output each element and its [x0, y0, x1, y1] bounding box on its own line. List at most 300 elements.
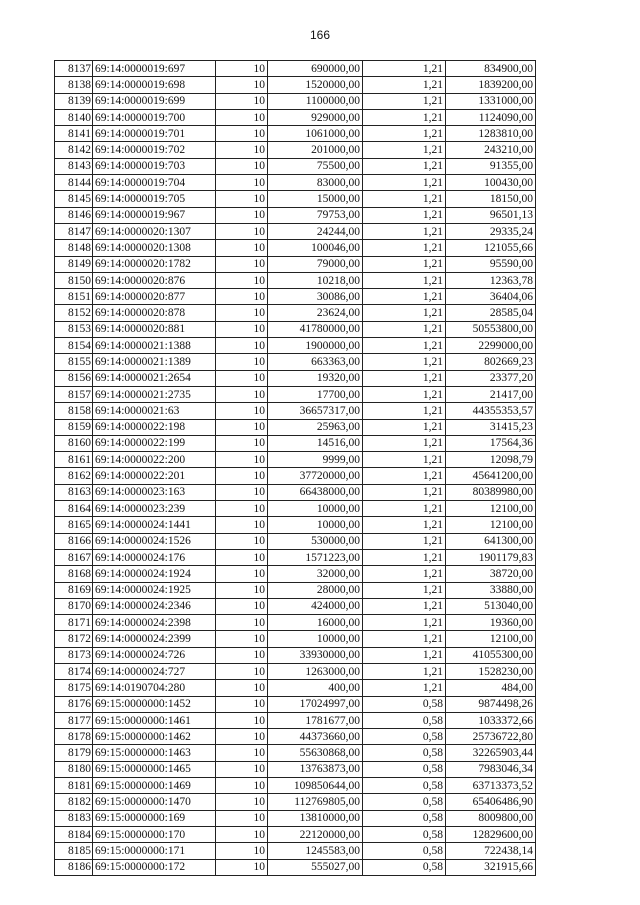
cadastral-number-cell: 69:14:0000019:704 — [93, 175, 216, 191]
table-row — [55, 859, 536, 875]
cadastral-value-cell: 28000,00 — [268, 582, 363, 598]
rate-cell: 10 — [216, 810, 268, 826]
table-row — [55, 517, 536, 533]
result-value-cell: 18150,00 — [446, 191, 536, 207]
table-row — [55, 696, 536, 712]
table-row — [55, 93, 536, 109]
row-number-cell: 8169 — [55, 582, 93, 598]
table-row — [55, 289, 536, 305]
cadastral-value-cell: 13810000,00 — [268, 810, 363, 826]
rate-cell: 10 — [216, 256, 268, 272]
cadastral-number-cell: 69:14:0000024:176 — [93, 549, 216, 565]
cadastral-value-cell: 424000,00 — [268, 598, 363, 614]
row-number-cell: 8184 — [55, 826, 93, 842]
rate-cell: 10 — [216, 549, 268, 565]
row-number-cell: 8162 — [55, 468, 93, 484]
result-value-cell: 7983046,34 — [446, 761, 536, 777]
cadastral-value-cell: 24244,00 — [268, 223, 363, 239]
table-row — [55, 272, 536, 288]
table-row — [55, 501, 536, 517]
result-value-cell: 65406486,90 — [446, 794, 536, 810]
cadastral-value-cell: 9999,00 — [268, 452, 363, 468]
result-value-cell: 722438,14 — [446, 843, 536, 859]
cadastral-number-cell: 69:14:0000024:2398 — [93, 615, 216, 631]
row-number-cell: 8148 — [55, 240, 93, 256]
table-row — [55, 843, 536, 859]
row-number-cell: 8154 — [55, 338, 93, 354]
result-value-cell: 31415,23 — [446, 419, 536, 435]
row-number-cell: 8157 — [55, 386, 93, 402]
cadastral-value-cell: 16000,00 — [268, 615, 363, 631]
coefficient-cell: 1,21 — [363, 109, 446, 125]
result-value-cell: 1283810,00 — [446, 126, 536, 142]
rate-cell: 10 — [216, 175, 268, 191]
row-number-cell: 8181 — [55, 778, 93, 794]
cadastral-value-cell: 400,00 — [268, 680, 363, 696]
result-value-cell: 321915,66 — [446, 859, 536, 875]
rate-cell: 10 — [216, 240, 268, 256]
row-number-cell: 8168 — [55, 566, 93, 582]
table-row — [55, 794, 536, 810]
table-row — [55, 321, 536, 337]
table-row — [55, 468, 536, 484]
rate-cell: 10 — [216, 223, 268, 239]
coefficient-cell: 1,21 — [363, 582, 446, 598]
coefficient-cell: 1,21 — [363, 61, 446, 77]
rate-cell: 10 — [216, 272, 268, 288]
rate-cell: 10 — [216, 598, 268, 614]
rate-cell: 10 — [216, 354, 268, 370]
cadastral-value-cell: 201000,00 — [268, 142, 363, 158]
coefficient-cell: 1,21 — [363, 647, 446, 663]
cadastral-value-cell: 41780000,00 — [268, 321, 363, 337]
cadastral-value-cell: 75500,00 — [268, 158, 363, 174]
coefficient-cell: 1,21 — [363, 158, 446, 174]
coefficient-cell: 1,21 — [363, 370, 446, 386]
coefficient-cell: 1,21 — [363, 175, 446, 191]
rate-cell: 10 — [216, 761, 268, 777]
cadastral-number-cell: 69:14:0000024:726 — [93, 647, 216, 663]
table-row — [55, 566, 536, 582]
row-number-cell: 8182 — [55, 794, 93, 810]
table-row — [55, 175, 536, 191]
table-row — [55, 647, 536, 663]
result-value-cell: 33880,00 — [446, 582, 536, 598]
page-number: 166 — [309, 28, 331, 42]
rate-cell: 10 — [216, 631, 268, 647]
cadastral-value-cell: 32000,00 — [268, 566, 363, 582]
result-value-cell: 1839200,00 — [446, 77, 536, 93]
coefficient-cell: 1,21 — [363, 93, 446, 109]
result-value-cell: 91355,00 — [446, 158, 536, 174]
rate-cell: 10 — [216, 712, 268, 728]
rate-cell: 10 — [216, 696, 268, 712]
result-value-cell: 802669,23 — [446, 354, 536, 370]
table-row — [55, 109, 536, 125]
table-body — [55, 61, 536, 876]
cadastral-value-cell: 10000,00 — [268, 631, 363, 647]
coefficient-cell: 0,58 — [363, 712, 446, 728]
result-value-cell: 641300,00 — [446, 533, 536, 549]
result-value-cell: 38720,00 — [446, 566, 536, 582]
row-number-cell: 8142 — [55, 142, 93, 158]
rate-cell: 10 — [216, 452, 268, 468]
rate-cell: 10 — [216, 729, 268, 745]
cadastral-number-cell: 69:14:0000024:727 — [93, 663, 216, 679]
table-row — [55, 223, 536, 239]
result-value-cell: 9874498,26 — [446, 696, 536, 712]
cadastral-value-cell: 1061000,00 — [268, 126, 363, 142]
cadastral-number-cell: 69:14:0000019:698 — [93, 77, 216, 93]
rate-cell: 10 — [216, 582, 268, 598]
cadastral-number-cell: 69:15:0000000:172 — [93, 859, 216, 875]
cadastral-value-cell: 17024997,00 — [268, 696, 363, 712]
cadastral-number-cell: 69:14:0000020:878 — [93, 305, 216, 321]
table-row — [55, 549, 536, 565]
cadastral-number-cell: 69:14:0000024:2346 — [93, 598, 216, 614]
table-row — [55, 810, 536, 826]
cadastral-number-cell: 69:14:0000023:163 — [93, 484, 216, 500]
cadastral-value-cell: 10000,00 — [268, 501, 363, 517]
row-number-cell: 8165 — [55, 517, 93, 533]
table-row — [55, 191, 536, 207]
row-number-cell: 8156 — [55, 370, 93, 386]
cadastral-value-cell: 19320,00 — [268, 370, 363, 386]
table-row — [55, 370, 536, 386]
row-number-cell: 8144 — [55, 175, 93, 191]
row-number-cell: 8155 — [55, 354, 93, 370]
cadastral-number-cell: 69:15:0000000:1452 — [93, 696, 216, 712]
result-value-cell: 8009800,00 — [446, 810, 536, 826]
row-number-cell: 8171 — [55, 615, 93, 631]
result-value-cell: 100430,00 — [446, 175, 536, 191]
result-value-cell: 44355353,57 — [446, 403, 536, 419]
rate-cell: 10 — [216, 501, 268, 517]
cadastral-value-cell: 530000,00 — [268, 533, 363, 549]
rate-cell: 10 — [216, 843, 268, 859]
row-number-cell: 8163 — [55, 484, 93, 500]
cadastral-number-cell: 69:14:0000021:2654 — [93, 370, 216, 386]
cadastral-number-cell: 69:14:0000021:2735 — [93, 386, 216, 402]
cadastral-number-cell: 69:14:0000019:967 — [93, 207, 216, 223]
cadastral-value-cell: 13763873,00 — [268, 761, 363, 777]
cadastral-value-cell: 23624,00 — [268, 305, 363, 321]
rate-cell: 10 — [216, 289, 268, 305]
result-value-cell: 484,00 — [446, 680, 536, 696]
coefficient-cell: 1,21 — [363, 142, 446, 158]
cadastral-value-cell: 663363,00 — [268, 354, 363, 370]
cadastral-number-cell: 69:14:0000021:63 — [93, 403, 216, 419]
result-value-cell: 1528230,00 — [446, 663, 536, 679]
table-row — [55, 403, 536, 419]
cadastral-value-cell: 14516,00 — [268, 435, 363, 451]
row-number-cell: 8137 — [55, 61, 93, 77]
table-row — [55, 745, 536, 761]
coefficient-cell: 1,21 — [363, 240, 446, 256]
table-row — [55, 631, 536, 647]
table-row — [55, 680, 536, 696]
cadastral-number-cell: 69:15:0000000:1465 — [93, 761, 216, 777]
table-row — [55, 484, 536, 500]
coefficient-cell: 1,21 — [363, 566, 446, 582]
row-number-cell: 8152 — [55, 305, 93, 321]
cadastral-number-cell: 69:14:0000024:2399 — [93, 631, 216, 647]
cadastral-number-cell: 69:14:0000024:1924 — [93, 566, 216, 582]
coefficient-cell: 0,58 — [363, 843, 446, 859]
row-number-cell: 8183 — [55, 810, 93, 826]
rate-cell: 10 — [216, 566, 268, 582]
cadastral-number-cell: 69:14:0000019:702 — [93, 142, 216, 158]
cadastral-number-cell: 69:14:0000021:1389 — [93, 354, 216, 370]
table-row — [55, 435, 536, 451]
coefficient-cell: 1,21 — [363, 77, 446, 93]
cadastral-value-cell: 55630868,00 — [268, 745, 363, 761]
cadastral-number-cell: 69:15:0000000:169 — [93, 810, 216, 826]
coefficient-cell: 1,21 — [363, 631, 446, 647]
table-row — [55, 419, 536, 435]
coefficient-cell: 1,21 — [363, 615, 446, 631]
cadastral-value-cell: 83000,00 — [268, 175, 363, 191]
coefficient-cell: 1,21 — [363, 533, 446, 549]
result-value-cell: 834900,00 — [446, 61, 536, 77]
row-number-cell: 8176 — [55, 696, 93, 712]
cadastral-number-cell: 69:14:0000020:877 — [93, 289, 216, 305]
row-number-cell: 8139 — [55, 93, 93, 109]
table-row — [55, 354, 536, 370]
result-value-cell: 2299000,00 — [446, 338, 536, 354]
result-value-cell: 17564,36 — [446, 435, 536, 451]
rate-cell: 10 — [216, 663, 268, 679]
cadastral-number-cell: 69:14:0000024:1441 — [93, 517, 216, 533]
cadastral-table — [54, 60, 536, 876]
result-value-cell: 1331000,00 — [446, 93, 536, 109]
table-row — [55, 240, 536, 256]
rate-cell: 10 — [216, 126, 268, 142]
table-row — [55, 712, 536, 728]
result-value-cell: 12100,00 — [446, 631, 536, 647]
result-value-cell: 1124090,00 — [446, 109, 536, 125]
coefficient-cell: 1,21 — [363, 386, 446, 402]
coefficient-cell: 1,21 — [363, 272, 446, 288]
row-number-cell: 8138 — [55, 77, 93, 93]
cadastral-value-cell: 37720000,00 — [268, 468, 363, 484]
coefficient-cell: 1,21 — [363, 501, 446, 517]
cadastral-number-cell: 69:14:0000019:703 — [93, 158, 216, 174]
cadastral-number-cell: 69:14:0000020:1308 — [93, 240, 216, 256]
result-value-cell: 513040,00 — [446, 598, 536, 614]
table-row — [55, 256, 536, 272]
coefficient-cell: 1,21 — [363, 354, 446, 370]
cadastral-number-cell: 69:14:0190704:280 — [93, 680, 216, 696]
coefficient-cell: 1,21 — [363, 126, 446, 142]
row-number-cell: 8185 — [55, 843, 93, 859]
result-value-cell: 12100,00 — [446, 501, 536, 517]
cadastral-number-cell: 69:14:0000020:876 — [93, 272, 216, 288]
table-row — [55, 598, 536, 614]
row-number-cell: 8141 — [55, 126, 93, 142]
table-row — [55, 663, 536, 679]
cadastral-value-cell: 25963,00 — [268, 419, 363, 435]
rate-cell: 10 — [216, 680, 268, 696]
table-row — [55, 207, 536, 223]
rate-cell: 10 — [216, 158, 268, 174]
result-value-cell: 243210,00 — [446, 142, 536, 158]
result-value-cell: 12100,00 — [446, 517, 536, 533]
cadastral-number-cell: 69:14:0000022:199 — [93, 435, 216, 451]
result-value-cell: 63713373,52 — [446, 778, 536, 794]
row-number-cell: 8172 — [55, 631, 93, 647]
row-number-cell: 8178 — [55, 729, 93, 745]
cadastral-number-cell: 69:14:0000019:700 — [93, 109, 216, 125]
cadastral-value-cell: 1245583,00 — [268, 843, 363, 859]
cadastral-number-cell: 69:14:0000019:705 — [93, 191, 216, 207]
rate-cell: 10 — [216, 191, 268, 207]
coefficient-cell: 1,21 — [363, 517, 446, 533]
result-value-cell: 36404,06 — [446, 289, 536, 305]
coefficient-cell: 1,21 — [363, 223, 446, 239]
row-number-cell: 8177 — [55, 712, 93, 728]
cadastral-value-cell: 36657317,00 — [268, 403, 363, 419]
coefficient-cell: 0,58 — [363, 696, 446, 712]
rate-cell: 10 — [216, 305, 268, 321]
cadastral-number-cell: 69:14:0000020:1782 — [93, 256, 216, 272]
result-value-cell: 21417,00 — [446, 386, 536, 402]
row-number-cell: 8161 — [55, 452, 93, 468]
result-value-cell: 12829600,00 — [446, 826, 536, 842]
row-number-cell: 8146 — [55, 207, 93, 223]
rate-cell: 10 — [216, 321, 268, 337]
row-number-cell: 8150 — [55, 272, 93, 288]
table-row — [55, 729, 536, 745]
row-number-cell: 8173 — [55, 647, 93, 663]
cadastral-value-cell: 1900000,00 — [268, 338, 363, 354]
cadastral-value-cell: 22120000,00 — [268, 826, 363, 842]
rate-cell: 10 — [216, 419, 268, 435]
rate-cell: 10 — [216, 403, 268, 419]
cadastral-number-cell: 69:14:0000022:198 — [93, 419, 216, 435]
cadastral-number-cell: 69:15:0000000:170 — [93, 826, 216, 842]
rate-cell: 10 — [216, 859, 268, 875]
rate-cell: 10 — [216, 615, 268, 631]
table-row — [55, 582, 536, 598]
coefficient-cell: 1,21 — [363, 191, 446, 207]
cadastral-value-cell: 10218,00 — [268, 272, 363, 288]
coefficient-cell: 1,21 — [363, 256, 446, 272]
table-row — [55, 142, 536, 158]
coefficient-cell: 1,21 — [363, 403, 446, 419]
cadastral-number-cell: 69:14:0000020:881 — [93, 321, 216, 337]
rate-cell: 10 — [216, 484, 268, 500]
table-row — [55, 615, 536, 631]
coefficient-cell: 1,21 — [363, 435, 446, 451]
cadastral-number-cell: 69:15:0000000:1470 — [93, 794, 216, 810]
cadastral-value-cell: 1263000,00 — [268, 663, 363, 679]
cadastral-value-cell: 30086,00 — [268, 289, 363, 305]
result-value-cell: 50553800,00 — [446, 321, 536, 337]
cadastral-value-cell: 79753,00 — [268, 207, 363, 223]
cadastral-number-cell: 69:14:0000022:200 — [93, 452, 216, 468]
rate-cell: 10 — [216, 468, 268, 484]
cadastral-value-cell: 112769805,00 — [268, 794, 363, 810]
table-row — [55, 761, 536, 777]
cadastral-value-cell: 1520000,00 — [268, 77, 363, 93]
cadastral-value-cell: 44373660,00 — [268, 729, 363, 745]
coefficient-cell: 1,21 — [363, 289, 446, 305]
cadastral-number-cell: 69:14:0000021:1388 — [93, 338, 216, 354]
coefficient-cell: 1,21 — [363, 305, 446, 321]
result-value-cell: 28585,04 — [446, 305, 536, 321]
result-value-cell: 29335,24 — [446, 223, 536, 239]
row-number-cell: 8170 — [55, 598, 93, 614]
row-number-cell: 8167 — [55, 549, 93, 565]
row-number-cell: 8153 — [55, 321, 93, 337]
row-number-cell: 8166 — [55, 533, 93, 549]
table-row — [55, 386, 536, 402]
row-number-cell: 8143 — [55, 158, 93, 174]
cadastral-number-cell: 69:14:0000024:1925 — [93, 582, 216, 598]
coefficient-cell: 0,58 — [363, 794, 446, 810]
cadastral-value-cell: 555027,00 — [268, 859, 363, 875]
cadastral-value-cell: 109850644,00 — [268, 778, 363, 794]
result-value-cell: 12098,79 — [446, 452, 536, 468]
coefficient-cell: 0,58 — [363, 826, 446, 842]
table-row — [55, 305, 536, 321]
coefficient-cell: 1,21 — [363, 321, 446, 337]
result-value-cell: 121055,66 — [446, 240, 536, 256]
cadastral-number-cell: 69:14:0000020:1307 — [93, 223, 216, 239]
row-number-cell: 8147 — [55, 223, 93, 239]
cadastral-number-cell: 69:14:0000019:701 — [93, 126, 216, 142]
result-value-cell: 96501,13 — [446, 207, 536, 223]
cadastral-number-cell: 69:14:0000022:201 — [93, 468, 216, 484]
cadastral-value-cell: 690000,00 — [268, 61, 363, 77]
table-row — [55, 452, 536, 468]
result-value-cell: 25736722,80 — [446, 729, 536, 745]
row-number-cell: 8175 — [55, 680, 93, 696]
row-number-cell: 8151 — [55, 289, 93, 305]
row-number-cell: 8174 — [55, 663, 93, 679]
cadastral-number-cell: 69:15:0000000:1461 — [93, 712, 216, 728]
cadastral-value-cell: 1100000,00 — [268, 93, 363, 109]
row-number-cell: 8180 — [55, 761, 93, 777]
rate-cell: 10 — [216, 647, 268, 663]
rate-cell: 10 — [216, 778, 268, 794]
result-value-cell: 45641200,00 — [446, 468, 536, 484]
coefficient-cell: 0,58 — [363, 729, 446, 745]
cadastral-value-cell: 100046,00 — [268, 240, 363, 256]
cadastral-value-cell: 10000,00 — [268, 517, 363, 533]
cadastral-value-cell: 66438000,00 — [268, 484, 363, 500]
rate-cell: 10 — [216, 338, 268, 354]
coefficient-cell: 1,21 — [363, 207, 446, 223]
cadastral-value-cell: 17700,00 — [268, 386, 363, 402]
rate-cell: 10 — [216, 386, 268, 402]
cadastral-value-cell: 15000,00 — [268, 191, 363, 207]
coefficient-cell: 1,21 — [363, 452, 446, 468]
coefficient-cell: 0,58 — [363, 810, 446, 826]
cadastral-value-cell: 1571223,00 — [268, 549, 363, 565]
coefficient-cell: 0,58 — [363, 778, 446, 794]
cadastral-number-cell: 69:14:0000023:239 — [93, 501, 216, 517]
coefficient-cell: 1,21 — [363, 338, 446, 354]
rate-cell: 10 — [216, 745, 268, 761]
rate-cell: 10 — [216, 61, 268, 77]
cadastral-number-cell: 69:15:0000000:1463 — [93, 745, 216, 761]
rate-cell: 10 — [216, 533, 268, 549]
cadastral-number-cell: 69:15:0000000:1462 — [93, 729, 216, 745]
row-number-cell: 8149 — [55, 256, 93, 272]
rate-cell: 10 — [216, 794, 268, 810]
